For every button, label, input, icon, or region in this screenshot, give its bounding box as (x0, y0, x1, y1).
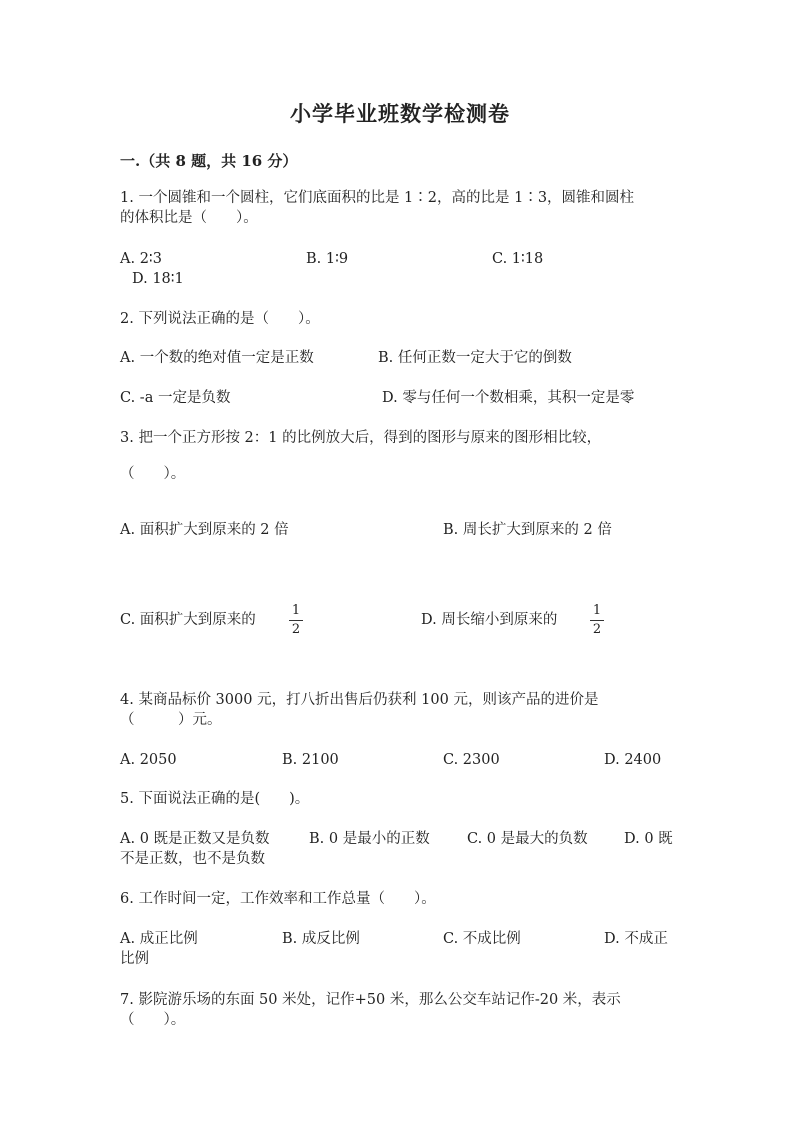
q4-option-b: B. 2100 (282, 752, 339, 768)
q5-option-d-line1: D. 0 既 (624, 831, 673, 847)
fraction-denominator: 2 (291, 622, 301, 637)
fraction-bar (289, 620, 303, 621)
q6-option-d-line2: 比例 (120, 951, 149, 967)
q3-option-c-fraction (289, 603, 303, 638)
q2-stem: 2. 下列说法正确的是（ ）。 (120, 311, 320, 327)
q6-option-d-line1: D. 不成正 (604, 931, 668, 947)
q1-stem-line2: 的体积比是（ ）。 (120, 210, 258, 226)
q3-option-d-fraction (590, 603, 604, 638)
fraction-numerator: 1 (291, 603, 301, 618)
q6-option-a: A. 成正比例 (120, 931, 198, 947)
q4-option-c: C. 2300 (443, 752, 500, 768)
q2-option-d: D. 零与任何一个数相乘，其积一定是零 (382, 390, 635, 406)
q6-option-c: C. 不成比例 (443, 931, 521, 947)
q3-option-c: C. 面积扩大到原来的 (120, 612, 256, 628)
fraction-numerator: 1 (592, 603, 602, 618)
q2-option-c: C. -a 一定是负数 (120, 390, 231, 406)
q6-stem: 6. 工作时间一定，工作效率和工作总量（ ）。 (120, 891, 436, 907)
q4-stem-line2: （ ）元。 (120, 712, 222, 728)
q3-option-a: A. 面积扩大到原来的 2 倍 (120, 522, 289, 538)
q5-option-b: B. 0 是最小的正数 (309, 831, 430, 847)
q1-stem-line1: 1. 一个圆锥和一个圆柱，它们底面积的比是 1∶2，高的比是 1∶3，圆锥和圆柱 (120, 190, 635, 206)
q4-stem-line1: 4. 某商品标价 3000 元，打八折出售后仍获利 100 元，则该产品的进价是 (120, 692, 599, 708)
q5-stem: 5. 下面说法正确的是( )。 (120, 791, 310, 807)
q7-stem-line1: 7. 影院游乐场的东面 50 米处，记作+50 米，那么公交车站记作-20 米，表示 (120, 992, 621, 1008)
q5-option-d-line2: 不是正数，也不是负数 (120, 851, 265, 867)
q4-option-a: A. 2050 (120, 752, 177, 768)
section-header: 一.（共 8 题，共 16 分） (120, 152, 298, 170)
fraction-denominator: 2 (592, 622, 602, 637)
q1-option-c: C. 1∶18 (492, 251, 544, 267)
q1-option-a: A. 2∶3 (120, 251, 162, 267)
q6-option-b: B. 成反比例 (282, 931, 360, 947)
q3-option-d: D. 周长缩小到原来的 (421, 612, 558, 628)
q5-option-a: A. 0 既是正数又是负数 (120, 831, 270, 847)
q3-option-b: B. 周长扩大到原来的 2 倍 (443, 522, 612, 538)
page-title: 小学毕业班数学检测卷 (290, 101, 510, 126)
q1-option-d: D. 18∶1 (132, 271, 184, 287)
fraction-bar (590, 620, 604, 621)
q5-option-c: C. 0 是最大的负数 (467, 831, 588, 847)
q2-option-a: A. 一个数的绝对值一定是正数 (120, 350, 314, 366)
q4-option-d: D. 2400 (604, 752, 662, 768)
q2-option-b: B. 任何正数一定大于它的倒数 (378, 350, 572, 366)
q3-stem-line1: 3. 把一个正方形按 2：1 的比例放大后，得到的图形与原来的图形相比较， (120, 430, 602, 446)
q3-stem-line2: （ ）。 (120, 466, 186, 482)
q1-option-b: B. 1∶9 (306, 251, 349, 267)
q7-stem-line2: （ ）。 (120, 1012, 186, 1028)
